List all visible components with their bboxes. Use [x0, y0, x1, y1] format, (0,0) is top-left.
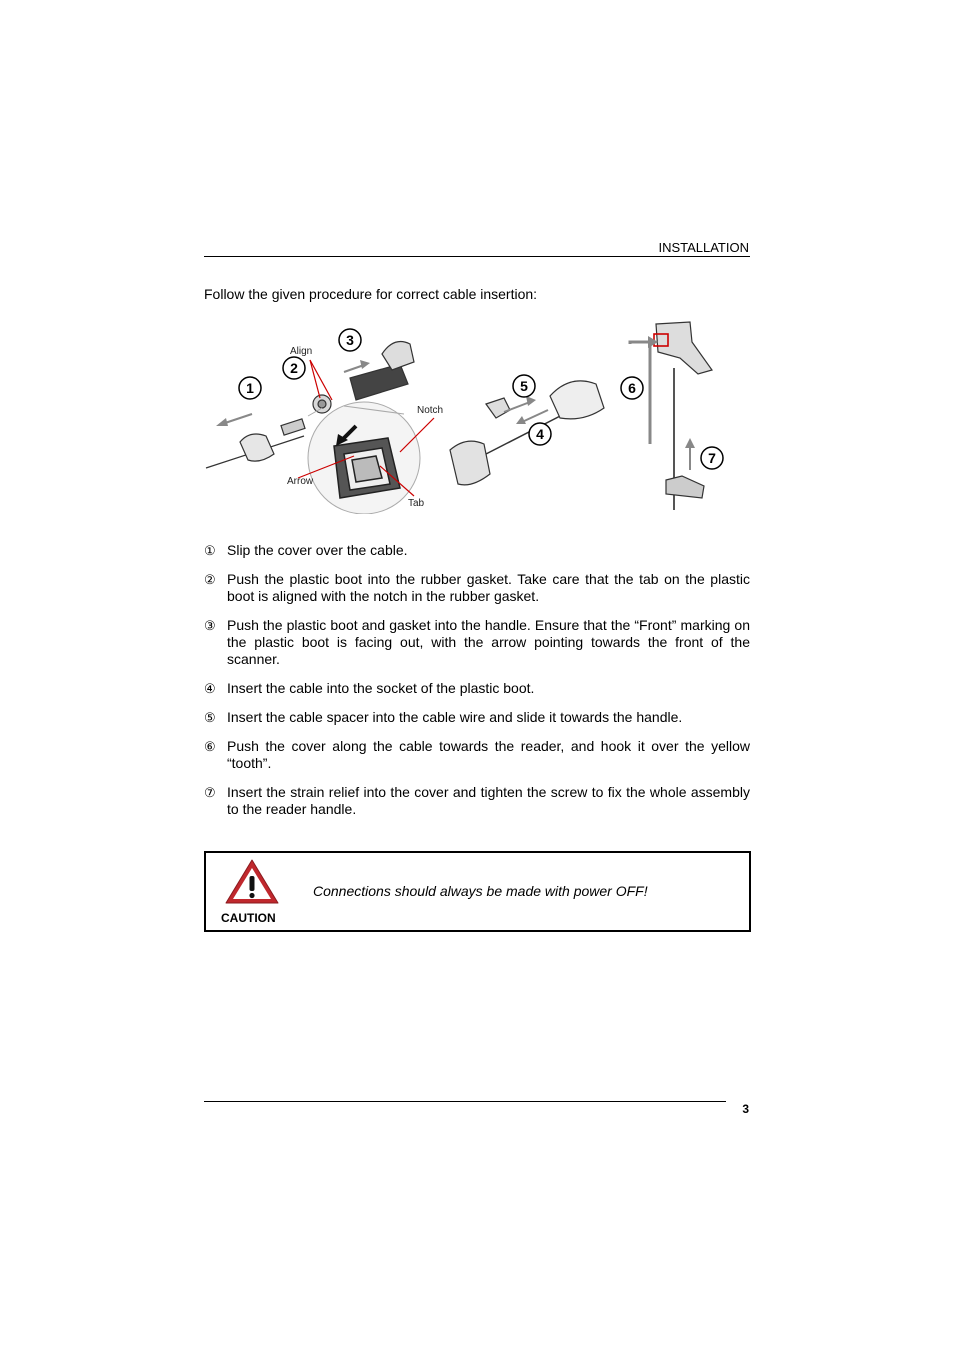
intro-text: Follow the given procedure for correct cable insertion: — [204, 286, 538, 302]
warning-triangle-icon — [223, 857, 281, 907]
cover-illustration — [206, 419, 305, 468]
footer-rule — [204, 1101, 726, 1102]
callout-5 — [513, 375, 535, 397]
label-tab: Tab — [408, 498, 425, 509]
align-pointer — [310, 360, 332, 400]
callout-6 — [621, 377, 643, 399]
svg-text:3: 3 — [346, 332, 354, 348]
arrow-right-icon — [344, 360, 370, 372]
header-rule — [204, 256, 750, 257]
step-text: Push the cover along the cable towards the reader, and hook it over the yellow “tooth”. — [227, 738, 750, 771]
step-marker: ① — [204, 543, 216, 558]
handle-illustration — [350, 342, 414, 400]
procedure-steps — [204, 542, 750, 830]
step-marker: ⑥ — [204, 739, 216, 754]
arrow-up-icon — [685, 438, 695, 470]
step-6 — [204, 738, 750, 772]
label-arrow: Arrow — [287, 476, 314, 487]
svg-text:2: 2 — [290, 360, 298, 376]
step-text: Slip the cover over the cable. — [227, 542, 408, 558]
callout-2 — [283, 357, 305, 379]
step-7 — [204, 784, 750, 818]
step-marker: ② — [204, 572, 216, 587]
handle-side-illustration — [656, 322, 712, 510]
svg-text:5: 5 — [520, 378, 528, 394]
svg-text:4: 4 — [536, 426, 544, 442]
gasket-illustration — [334, 438, 400, 498]
step-4 — [204, 680, 750, 697]
spacer-arrow-icon — [504, 396, 548, 424]
caution-box — [204, 851, 751, 932]
step-text: Insert the cable spacer into the cable wire and slide it towards the handle. — [227, 709, 683, 725]
step-text: Push the plastic boot into the rubber gasket. Take care that the tab on the plastic boot is aligned with the notch in the rubber gasket. — [227, 571, 750, 604]
section-title: INSTALLATION — [658, 240, 749, 255]
label-notch: Notch — [417, 405, 444, 416]
step-marker: ⑦ — [204, 785, 216, 800]
boot-illustration — [313, 395, 331, 413]
svg-text:1: 1 — [246, 380, 254, 396]
align-pointer — [310, 360, 320, 398]
callout-4 — [529, 423, 551, 445]
step-marker: ③ — [204, 618, 216, 633]
step-marker: ④ — [204, 681, 216, 696]
callout-1 — [239, 377, 261, 399]
step-marker: ⑤ — [204, 710, 216, 725]
callout-7 — [701, 447, 723, 469]
step-2 — [204, 571, 750, 605]
step-1 — [204, 542, 750, 559]
step-text: Push the plastic boot and gasket into the handle. Ensure that the “Front” marking on the plastic boot is facing out, with the arrow pointing towards the front of the scanner. — [227, 617, 750, 667]
svg-text:7: 7 — [708, 450, 716, 466]
step-text: Insert the cable into the socket of the plastic boot. — [227, 680, 535, 696]
svg-text:6: 6 — [628, 380, 636, 396]
page-number: 3 — [742, 1102, 749, 1116]
step-5 — [204, 709, 750, 726]
caution-text: Connections should always be made with power OFF! — [313, 883, 648, 899]
cable-insertion-figure — [204, 318, 750, 514]
label-align: Align — [290, 346, 313, 357]
caution-label: CAUTION — [221, 911, 276, 925]
step-3 — [204, 617, 750, 668]
step-text: Insert the strain relief into the cover and tighten the screw to fix the whole assembly to the reader handle. — [227, 784, 750, 817]
arrow-left-icon — [216, 414, 252, 426]
callout-3 — [339, 329, 361, 351]
